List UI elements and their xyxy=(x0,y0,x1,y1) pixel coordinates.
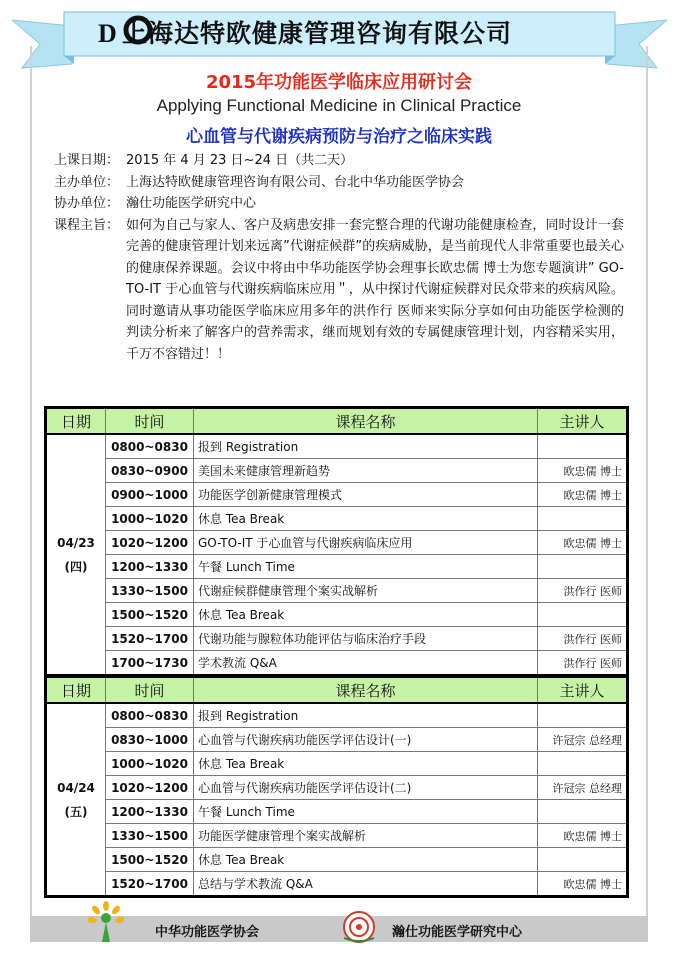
table-row xyxy=(46,507,628,531)
table-header xyxy=(46,677,628,704)
session-title: 休息 Tea Break xyxy=(194,848,538,872)
session-title: 功能医学健康管理个案实战解析 xyxy=(194,824,538,848)
session-time: 1200~1330 xyxy=(106,555,194,579)
date-label: 上课日期： xyxy=(54,153,120,168)
session-title: 总结与学术教流 Q&A xyxy=(194,872,538,897)
table-row xyxy=(46,459,628,483)
table-row xyxy=(46,434,628,459)
session-title: 午餐 Lunch Time xyxy=(194,555,538,579)
session-speaker: 欧忠儒 博士 xyxy=(538,483,628,507)
table-row xyxy=(46,728,628,752)
day-date xyxy=(46,434,106,676)
session-time: 0830~1000 xyxy=(106,728,194,752)
date-value: 2015 年 4 月 23 日~24 日（共二天） xyxy=(126,153,354,168)
session-time: 1700~1730 xyxy=(106,651,194,676)
header-title: 课程名称 xyxy=(194,408,538,435)
svg-text:D: D xyxy=(98,19,117,48)
purpose-label: 课程主旨： xyxy=(54,217,120,233)
table-row xyxy=(46,531,628,555)
session-time: 1520~1700 xyxy=(106,627,194,651)
session-title: 休息 Tea Break xyxy=(194,752,538,776)
footer-org1: 中华功能医学协会 xyxy=(155,925,260,940)
header-date: 日期 xyxy=(46,408,106,435)
session-title: 代谢功能与腺粒体功能评估与临床治疗手段 xyxy=(194,627,538,651)
session-speaker: 许冠宗 总经理 xyxy=(538,776,628,800)
session-title: 午餐 Lunch Time xyxy=(194,800,538,824)
table-row xyxy=(46,703,628,728)
session-title: 心血管与代谢疾病功能医学评估设计(一) xyxy=(194,728,538,752)
table-row xyxy=(46,872,628,897)
table-row xyxy=(46,800,628,824)
session-speaker xyxy=(538,752,628,776)
info-purpose xyxy=(54,215,624,366)
session-time: 1330~1500 xyxy=(106,824,194,848)
co-label: 协办单位： xyxy=(54,196,120,211)
table-row xyxy=(46,627,628,651)
session-title: 休息 Tea Break xyxy=(194,507,538,531)
footer-org2: 瀚仕功能医学研究中心 xyxy=(392,925,523,940)
session-time: 1000~1020 xyxy=(106,507,194,531)
weekday-text: (四) xyxy=(64,559,88,574)
table-row xyxy=(46,651,628,676)
session-time: 1200~1330 xyxy=(106,800,194,824)
header-speaker: 主讲人 xyxy=(538,677,628,704)
session-speaker xyxy=(538,507,628,531)
research-center-logo xyxy=(336,910,382,944)
session-title: 美国未来健康管理新趋势 xyxy=(194,459,538,483)
host-value: 上海达特欧健康管理咨询有限公司、台北中华功能医学协会 xyxy=(126,174,465,190)
info-host xyxy=(54,172,624,194)
table-row xyxy=(46,752,628,776)
table-row xyxy=(46,848,628,872)
table-header xyxy=(46,408,628,435)
date-text: 04/23 xyxy=(57,535,95,550)
session-speaker: 欧忠儒 博士 xyxy=(538,872,628,897)
header-time: 时间 xyxy=(106,677,194,704)
session-title: GO-TO-IT 于心血管与代谢疾病临床应用 xyxy=(194,531,538,555)
session-speaker xyxy=(538,848,628,872)
session-title: 报到 Registration xyxy=(194,703,538,728)
co-value: 瀚仕功能医学研究中心 xyxy=(126,196,257,211)
session-speaker: 许冠宗 总经理 xyxy=(538,728,628,752)
info-block xyxy=(54,150,624,365)
session-speaker xyxy=(538,603,628,627)
session-time: 0900~1000 xyxy=(106,483,194,507)
session-speaker: 欧忠儒 博士 xyxy=(538,459,628,483)
session-time: 0800~0830 xyxy=(106,703,194,728)
session-speaker xyxy=(538,800,628,824)
day-date xyxy=(46,703,106,897)
weekday-text: (五) xyxy=(64,804,88,819)
session-speaker: 洪作行 医师 xyxy=(538,651,628,676)
seminar-title: 2015年功能医学临床应用研讨会 xyxy=(205,72,473,93)
table-row xyxy=(46,555,628,579)
session-time: 1330~1500 xyxy=(106,579,194,603)
session-time: 0800~0830 xyxy=(106,434,194,459)
header-time: 时间 xyxy=(106,408,194,435)
session-title: 学术教流 Q&A xyxy=(194,651,538,676)
table-row xyxy=(46,603,628,627)
session-time: 0830~0900 xyxy=(106,459,194,483)
frame-right xyxy=(646,46,648,916)
header-speaker: 主讲人 xyxy=(538,408,628,435)
session-time: 1520~1700 xyxy=(106,872,194,897)
session-speaker: 洪作行 医师 xyxy=(538,627,628,651)
session-title: 报到 Registration xyxy=(194,434,538,459)
table-row xyxy=(46,824,628,848)
frame-left xyxy=(30,46,32,916)
session-time: 1500~1520 xyxy=(106,603,194,627)
host-label: 主办单位： xyxy=(54,174,120,190)
header-title: 课程名称 xyxy=(194,677,538,704)
table-row xyxy=(46,776,628,800)
session-title: 代谢症候群健康管理个案实战解析 xyxy=(194,579,538,603)
table-row xyxy=(46,579,628,603)
seminar-title-en: Applying Functional Medicine in Clinical Practice xyxy=(156,96,522,115)
session-time: 1500~1520 xyxy=(106,848,194,872)
seminar-subtitle: 心血管与代谢疾病预防与治疗之临床实践 xyxy=(186,127,492,147)
company-name: 上海达特欧健康管理咨询有限公司 xyxy=(122,19,513,48)
session-speaker xyxy=(538,555,628,579)
schedule-day1 xyxy=(44,406,629,677)
table-row xyxy=(46,483,628,507)
info-date xyxy=(54,150,624,172)
session-title: 心血管与代谢疾病功能医学评估设计(二) xyxy=(194,776,538,800)
session-title: 功能医学创新健康管理模式 xyxy=(194,483,538,507)
purpose-value: 如何为自己与家人、客户及病患安排一套完整合理的代谢功能健康检查，同时设计一套完善的健康管理计划来远离”代谢症候群”的疾病威胁，是当前现代人非常重要也最关心的健康保养课题。会议中将由中华功能医学协会理事长欧忠儒 博士为您专题演讲” GO-TO-IT 于心血管与代谢疾病临床应用＂，从中探讨代谢症候群对民众带来的疾病风险。同时邀请从事功能医学临床应用多年的洪作行 医师来实际分享如何由功能医学检测的判读分析来了解客户的营养需求，继而规划有效的专属健康管理计划，内容精采实用，千万不容错过！！ xyxy=(126,217,624,362)
session-speaker xyxy=(538,703,628,728)
association-logo xyxy=(88,900,124,944)
date-text: 04/24 xyxy=(57,780,95,795)
session-time: 1000~1020 xyxy=(106,752,194,776)
info-co xyxy=(54,193,624,215)
session-time: 1020~1200 xyxy=(106,531,194,555)
session-speaker: 欧忠儒 博士 xyxy=(538,824,628,848)
session-time: 1020~1200 xyxy=(106,776,194,800)
session-speaker: 欧忠儒 博士 xyxy=(538,531,628,555)
session-speaker: 洪作行 医师 xyxy=(538,579,628,603)
session-title: 休息 Tea Break xyxy=(194,603,538,627)
session-speaker xyxy=(538,434,628,459)
schedule-day2 xyxy=(44,675,629,898)
header-date: 日期 xyxy=(46,677,106,704)
